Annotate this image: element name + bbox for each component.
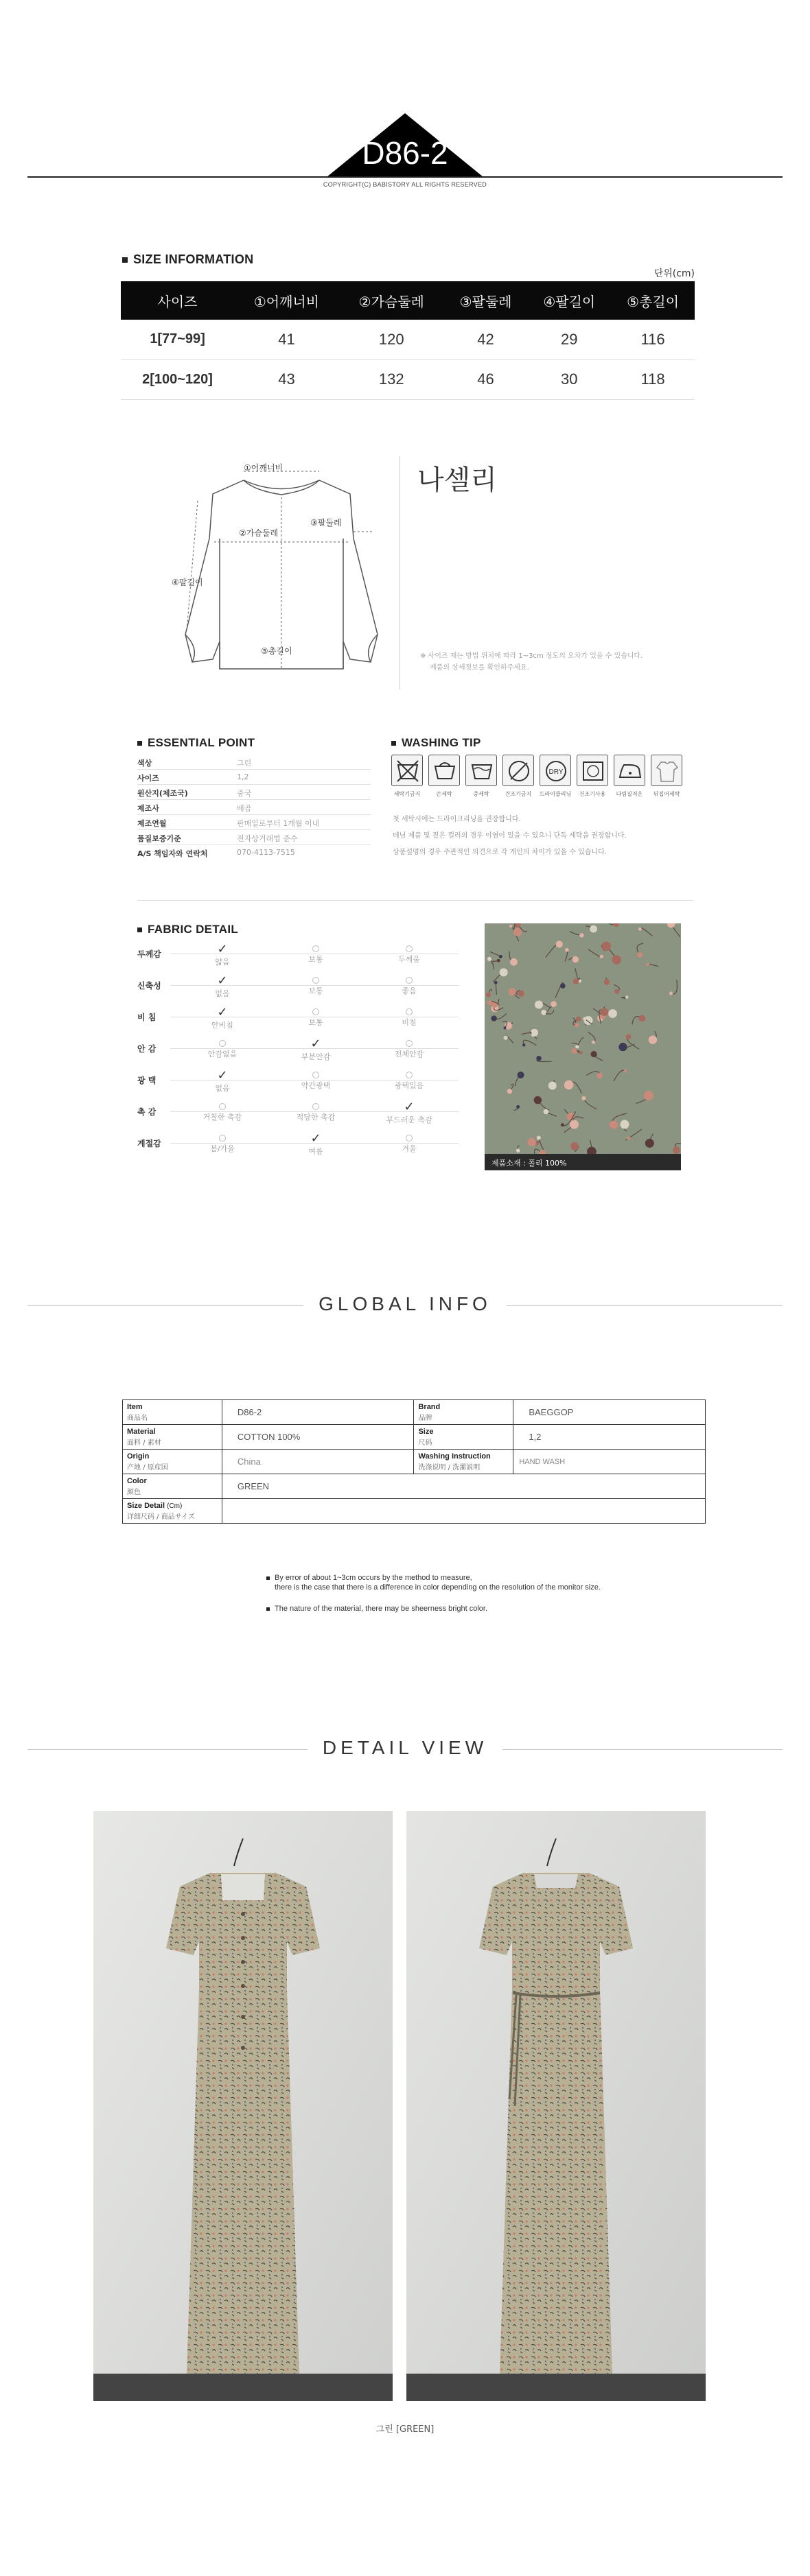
gi-label bbox=[123, 1425, 222, 1450]
size-cell: 41 bbox=[234, 320, 339, 359]
global-note bbox=[275, 1573, 601, 1592]
fabric-option-label: 봄/가을 bbox=[210, 1144, 235, 1153]
essential-row bbox=[137, 830, 371, 845]
hand-wash-icon bbox=[428, 755, 460, 786]
fabric-swatch-image bbox=[485, 923, 681, 1170]
fabric-heading bbox=[137, 923, 238, 936]
fabric-option bbox=[368, 945, 450, 965]
gi-label bbox=[414, 1450, 513, 1474]
check-icon: ✓ bbox=[217, 1005, 228, 1019]
gi-label-sub: 尺码 bbox=[418, 1439, 432, 1447]
essential-value: 전자상거래법 준수 bbox=[237, 834, 298, 843]
washing-heading bbox=[391, 736, 481, 750]
check-icon: ✓ bbox=[217, 1068, 228, 1083]
size-cell: 132 bbox=[339, 359, 444, 399]
size-col-header: ①어깨너비 bbox=[234, 281, 339, 320]
size-cell: 46 bbox=[444, 359, 528, 399]
fabric-option bbox=[368, 1040, 450, 1059]
fabric-option-label: 거칠한 촉감 bbox=[202, 1113, 242, 1122]
bullet-icon bbox=[266, 1576, 270, 1580]
fabric-row-label: 두께감 bbox=[137, 949, 161, 959]
bullet-square-icon bbox=[391, 741, 396, 746]
size-table bbox=[121, 281, 695, 400]
cold-wash-icon bbox=[465, 755, 497, 786]
dress-front-image bbox=[93, 1811, 393, 2401]
size-diagram bbox=[172, 456, 391, 683]
size-cell: 116 bbox=[611, 320, 695, 359]
detail-caption: 그린 [GREEN] bbox=[375, 2424, 435, 2435]
product-code-title: D86-2 bbox=[362, 135, 448, 171]
fabric-option-label: 전체안감 bbox=[394, 1050, 424, 1059]
radio-circle-icon bbox=[406, 1135, 413, 1142]
gi-value: BAEGGOP bbox=[513, 1400, 706, 1425]
essential-value: 중국 bbox=[237, 789, 252, 798]
fabric-row-label: 광 택 bbox=[137, 1076, 157, 1085]
gi-label-sub: 品牌 bbox=[418, 1414, 432, 1422]
size-col-header: ②가슴둘레 bbox=[339, 281, 444, 320]
global-note bbox=[275, 1604, 487, 1614]
size-cell: 1[77~99] bbox=[121, 320, 234, 359]
gi-label-sub: 产地 / 原産国 bbox=[127, 1463, 168, 1472]
fabric-option-label: 부분안감 bbox=[301, 1052, 331, 1061]
measure-note-line: 제품의 상세정보를 확인하주세요. bbox=[430, 664, 529, 672]
essential-label: 품질보증기준 bbox=[137, 834, 181, 843]
label-shoulder: ①어깨너비 bbox=[244, 463, 284, 473]
fabric-option bbox=[368, 1008, 450, 1028]
essential-value: 배곱 bbox=[237, 804, 252, 813]
wash-caption: 다림질저온 bbox=[616, 791, 643, 797]
fabric-row-label: 계절감 bbox=[137, 1139, 161, 1148]
label-chest: ②가슴둘레 bbox=[239, 528, 279, 538]
fabric-row-label: 촉 감 bbox=[137, 1107, 157, 1117]
essential-title: ESSENTIAL POINT bbox=[148, 736, 255, 749]
fabric-option-label: 약간광택 bbox=[301, 1081, 331, 1090]
floral-pattern-icon bbox=[485, 923, 681, 1170]
wash-notes bbox=[393, 814, 688, 858]
size-cell: 118 bbox=[611, 359, 695, 399]
gi-value bbox=[222, 1499, 705, 1524]
fabric-option-label: 광택있음 bbox=[394, 1081, 424, 1090]
fabric-option-label: 안감없음 bbox=[207, 1050, 238, 1059]
fabric-option bbox=[368, 977, 450, 996]
table-row bbox=[121, 320, 695, 359]
gi-value: D86-2 bbox=[222, 1400, 414, 1425]
check-icon: ✓ bbox=[404, 1100, 415, 1114]
radio-circle-icon bbox=[219, 1135, 226, 1142]
essential-label: 원산지(제조국) bbox=[137, 789, 188, 798]
check-icon: ✓ bbox=[217, 973, 228, 988]
fabric-option bbox=[181, 1103, 264, 1122]
global-info-heading-wrap bbox=[0, 1293, 810, 1315]
radio-circle-icon bbox=[312, 1072, 319, 1078]
wash-caption: 세탁기금지 bbox=[393, 791, 421, 797]
wash-caption: 드라이클리닝 bbox=[539, 791, 572, 797]
gi-label bbox=[123, 1400, 222, 1425]
measure-note-line: ※ 사이즈 재는 방법 위치에 따라 1~3cm 정도의 오차가 있을 수 있습니다. bbox=[420, 652, 643, 660]
gi-value: COTTON 100% bbox=[222, 1425, 414, 1450]
gi-value: GREEN bbox=[222, 1474, 705, 1499]
fabric-option-label: 얇음 bbox=[215, 958, 230, 967]
dress-back-photo bbox=[406, 1811, 706, 2401]
essential-row bbox=[137, 845, 371, 860]
fabric-option-label: 좋음 bbox=[402, 986, 417, 995]
gi-label-sub: 洗涤说明 / 洗濯説明 bbox=[418, 1463, 481, 1472]
gi-label-en: Material bbox=[127, 1427, 156, 1436]
fabric-option bbox=[181, 1068, 264, 1094]
check-icon: ✓ bbox=[310, 1037, 321, 1051]
copyright-text: COPYRIGHT(C) BABISTORY ALL RIGHTS RESERVED bbox=[323, 181, 487, 188]
detail-view-title: DETAIL VIEW bbox=[308, 1737, 502, 1758]
size-cell: 30 bbox=[527, 359, 611, 399]
radio-circle-icon bbox=[312, 945, 319, 952]
radio-circle-icon bbox=[406, 945, 413, 952]
gi-label bbox=[123, 1499, 222, 1524]
radio-circle-icon bbox=[312, 1103, 319, 1110]
label-arm-round: ③팔둘레 bbox=[310, 518, 342, 528]
fabric-option bbox=[181, 1135, 264, 1154]
size-cell: 120 bbox=[339, 320, 444, 359]
no-bleach-icon bbox=[391, 755, 423, 786]
global-note-line: The nature of the material, there may be sheerness bright color. bbox=[275, 1605, 487, 1613]
product-name: 나셀리 bbox=[417, 464, 497, 496]
bullet-square-icon bbox=[137, 741, 142, 746]
dress-front-photo bbox=[93, 1811, 393, 2401]
gi-label-en: Size Detail bbox=[127, 1501, 165, 1510]
gi-label bbox=[414, 1400, 513, 1425]
wash-caption: 건조기사용 bbox=[579, 791, 606, 797]
bullet-icon bbox=[266, 1607, 270, 1611]
gi-label-en: Washing Instruction bbox=[418, 1452, 491, 1461]
fabric-option bbox=[368, 1072, 450, 1091]
fabric-option bbox=[368, 1100, 450, 1125]
table-row bbox=[121, 359, 695, 399]
global-note-line: By error of about 1~3cm occurs by the method to measure, bbox=[275, 1574, 472, 1582]
gi-label-unit: (Cm) bbox=[167, 1502, 183, 1510]
fabric-row-label: 비 침 bbox=[137, 1013, 157, 1022]
size-col-header: 사이즈 bbox=[121, 281, 234, 320]
table-row bbox=[123, 1400, 706, 1425]
essential-row bbox=[137, 785, 371, 800]
fabric-title: FABRIC DETAIL bbox=[148, 923, 239, 936]
gi-value: HAND WASH bbox=[513, 1450, 706, 1474]
essential-value: 그린 bbox=[237, 759, 252, 768]
fabric-option bbox=[181, 973, 264, 999]
header-divider bbox=[27, 176, 783, 178]
fabric-option-label: 적당한 촉감 bbox=[296, 1113, 336, 1122]
global-info-table bbox=[122, 1399, 706, 1524]
radio-circle-icon bbox=[312, 1008, 319, 1015]
size-info-title: SIZE INFORMATION bbox=[133, 252, 254, 266]
label-total-length: ⑤총길이 bbox=[261, 646, 292, 656]
fabric-option bbox=[275, 1008, 357, 1028]
check-icon: ✓ bbox=[310, 1131, 321, 1146]
essential-value: 070-4113-7515 bbox=[237, 848, 295, 857]
gi-label-en: Color bbox=[127, 1476, 147, 1485]
essential-value: 판매일로부터 1개월 이내 bbox=[237, 819, 320, 828]
essential-value: 1,2 bbox=[237, 772, 249, 781]
radio-circle-icon bbox=[219, 1040, 226, 1047]
dress-back-image bbox=[406, 1811, 706, 2401]
swatch-caption: 제품소재 : 폴리 100% bbox=[485, 1154, 681, 1170]
fabric-option-label: 보통 bbox=[308, 955, 323, 964]
size-cell: 2[100~120] bbox=[121, 359, 234, 399]
check-icon: ✓ bbox=[217, 942, 228, 956]
size-unit: 단위(cm) bbox=[653, 268, 695, 279]
size-col-header: ④팔길이 bbox=[527, 281, 611, 320]
washing-title: WASHING TIP bbox=[402, 736, 481, 749]
fabric-option bbox=[275, 977, 357, 996]
size-table-header bbox=[121, 281, 695, 320]
table-row bbox=[123, 1499, 706, 1524]
measure-note bbox=[420, 650, 715, 674]
gi-label bbox=[123, 1450, 222, 1474]
section-divider bbox=[137, 900, 693, 901]
size-col-header: ⑤총길이 bbox=[611, 281, 695, 320]
essential-row bbox=[137, 755, 371, 770]
gi-label-en: Brand bbox=[418, 1402, 441, 1411]
size-cell: 29 bbox=[527, 320, 611, 359]
essential-label: 제조사 bbox=[137, 804, 159, 813]
essential-label: 제조연월 bbox=[137, 819, 167, 828]
fabric-option-label: 안비침 bbox=[211, 1021, 233, 1030]
global-info-title: GLOBAL INFO bbox=[303, 1293, 507, 1314]
fabric-option-label: 두께움 bbox=[398, 955, 420, 964]
size-col-header: ③팔둘레 bbox=[444, 281, 528, 320]
fabric-option bbox=[181, 942, 264, 967]
detail-view-heading-wrap bbox=[0, 1737, 810, 1759]
fabric-option bbox=[275, 1103, 357, 1122]
size-cell: 43 bbox=[234, 359, 339, 399]
gi-label bbox=[414, 1425, 513, 1450]
no-tumble-dry-icon bbox=[502, 755, 534, 786]
radio-circle-icon bbox=[406, 977, 413, 984]
gi-label-sub: 商品名 bbox=[127, 1414, 148, 1422]
fabric-option bbox=[275, 1072, 357, 1091]
fabric-option bbox=[181, 1005, 264, 1030]
fabric-option-label: 없음 bbox=[215, 989, 230, 998]
fabric-option bbox=[181, 1040, 264, 1059]
wash-caption: 중세탁 bbox=[473, 791, 489, 797]
essential-row bbox=[137, 770, 371, 785]
fabric-option-label: 보통 bbox=[308, 1018, 323, 1027]
fabric-option-label: 보통 bbox=[308, 986, 323, 995]
essential-label: 사이즈 bbox=[137, 774, 159, 783]
essential-heading bbox=[137, 736, 255, 750]
wash-note: 데님 제품 및 짙은 컬러의 경우 이염이 있을 수 있으니 단독 세탁을 권장합니다. bbox=[393, 832, 627, 840]
gi-label-sub: 详细尺码 / 商品サイズ bbox=[127, 1513, 195, 1521]
gi-value: China bbox=[222, 1450, 414, 1474]
gi-value: 1,2 bbox=[513, 1425, 706, 1450]
fabric-option-label: 없음 bbox=[215, 1084, 230, 1093]
tumble-dry-icon bbox=[577, 755, 608, 786]
gi-label bbox=[123, 1474, 222, 1499]
gi-label-sub: 面料 / 素材 bbox=[127, 1439, 161, 1447]
fabric-option bbox=[275, 1037, 357, 1062]
radio-circle-icon bbox=[312, 977, 319, 984]
fabric-option bbox=[368, 1135, 450, 1154]
table-row bbox=[123, 1425, 706, 1450]
radio-circle-icon bbox=[406, 1008, 413, 1015]
essential-label: 색상 bbox=[137, 759, 152, 768]
global-note-line: there is the case that there is a difference in color depending on the resolution of the monitor size. bbox=[275, 1583, 601, 1592]
wash-caption: 건조기금지 bbox=[505, 791, 532, 797]
gi-label-sub: 颜色 bbox=[127, 1488, 141, 1496]
size-cell: 42 bbox=[444, 320, 528, 359]
wash-caption: 뒤집어세탁 bbox=[653, 791, 680, 797]
gi-label-en: Origin bbox=[127, 1452, 150, 1461]
dry-clean-icon bbox=[540, 755, 571, 786]
gi-label-en: Size bbox=[418, 1427, 434, 1436]
radio-circle-icon bbox=[406, 1072, 413, 1078]
wash-caption: 손세탁 bbox=[436, 791, 452, 797]
wash-note: 상품설명의 경우 주관적인 의견으로 각 개인의 차이가 있을 수 있습니다. bbox=[393, 849, 607, 856]
iron-low-icon bbox=[614, 755, 645, 786]
essential-label: A/S 책임자와 연락처 bbox=[137, 849, 208, 858]
wash-note: 첫 세탁시에는 드라이크리닝을 권장합니다. bbox=[393, 816, 521, 823]
essential-row bbox=[137, 800, 371, 815]
fabric-row-label: 신축성 bbox=[137, 981, 161, 991]
label-arm-length: ④팔길이 bbox=[172, 578, 203, 587]
radio-circle-icon bbox=[406, 1040, 413, 1047]
fabric-option-label: 부드러운 촉감 bbox=[386, 1115, 432, 1124]
wash-icons-row bbox=[391, 755, 693, 810]
bullet-square-icon bbox=[137, 927, 142, 932]
bullet-square-icon bbox=[122, 257, 128, 263]
table-row bbox=[123, 1474, 706, 1499]
fabric-option-label: 겨울 bbox=[402, 1144, 417, 1153]
radio-circle-icon bbox=[219, 1103, 226, 1110]
fabric-option-label: 비침 bbox=[402, 1018, 417, 1027]
fabric-option-label: 여름 bbox=[308, 1147, 323, 1156]
essential-row bbox=[137, 815, 371, 830]
svg-text:DRY: DRY bbox=[548, 768, 564, 776]
shirt-icon bbox=[651, 755, 682, 786]
gi-label-en: Item bbox=[127, 1402, 143, 1411]
fabric-row-label: 안 감 bbox=[137, 1044, 157, 1054]
table-row bbox=[123, 1450, 706, 1474]
fabric-option bbox=[275, 945, 357, 965]
fabric-option bbox=[275, 1131, 357, 1157]
size-info-heading bbox=[122, 252, 253, 267]
